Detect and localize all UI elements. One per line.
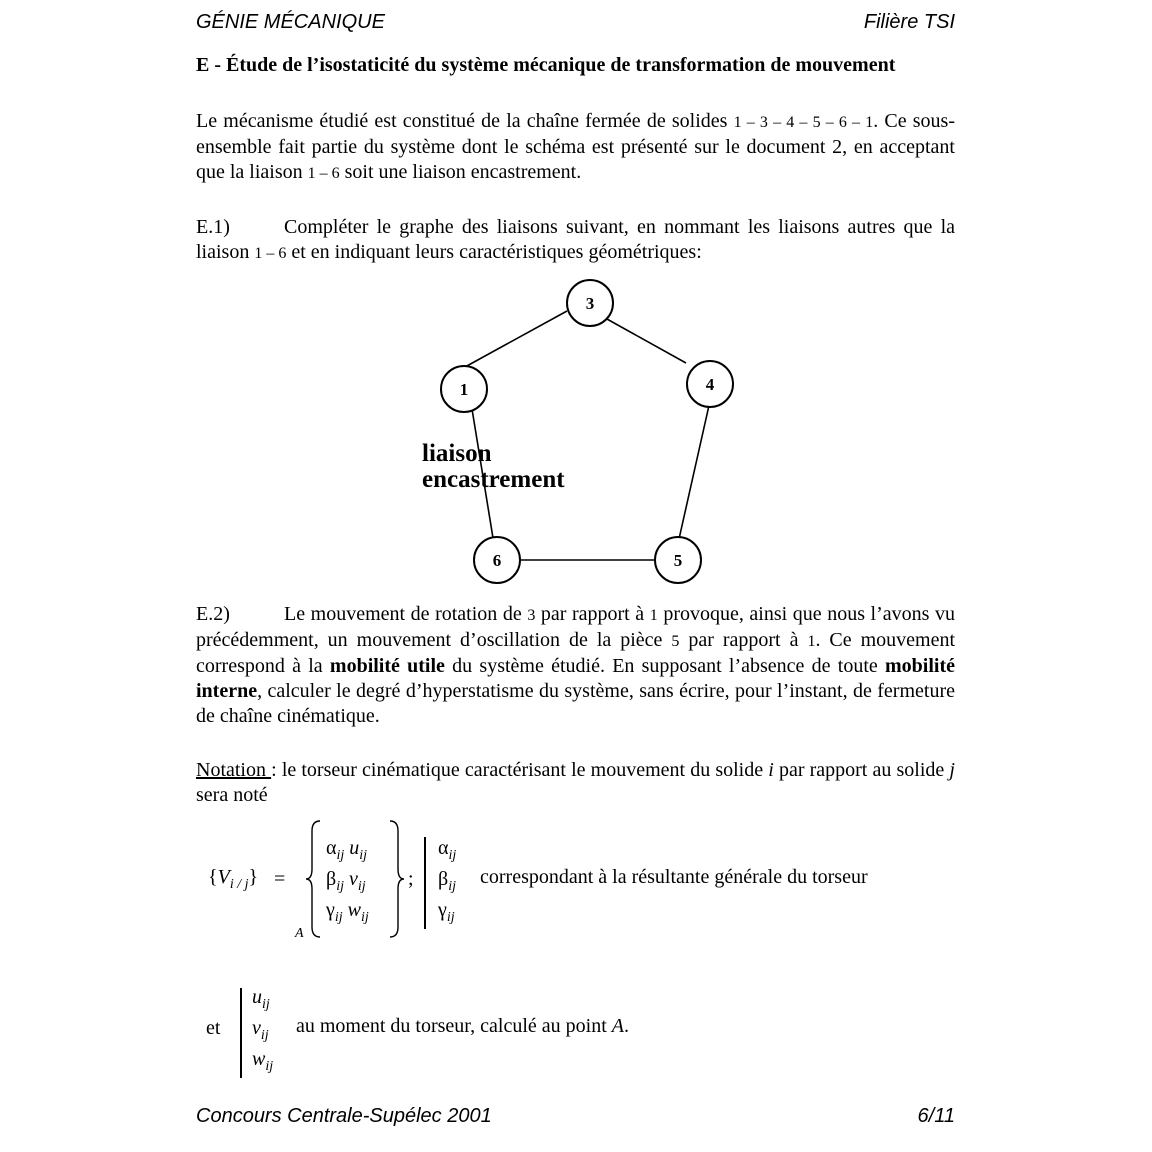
e2-text-6: du système étudié. En supposant l’absence de toute xyxy=(444,655,885,677)
v-sub: ij xyxy=(357,879,366,894)
notation-label: Notation xyxy=(196,759,272,781)
moment-point: A xyxy=(611,1015,624,1037)
v: v xyxy=(348,868,358,890)
r-alpha: α xyxy=(438,837,449,859)
notation-i: i xyxy=(768,759,774,781)
intro-text-2: . Ce sous-ensemble fait partie du système dont le schéma est présenté sur le document 2, en acceptant que la liaison xyxy=(196,110,956,183)
intro-chain: 1 – 3 – 4 – 5 – 6 – 1 xyxy=(733,114,874,131)
encastrement-label-line-1: liaison xyxy=(422,440,492,467)
resultante-alpha xyxy=(438,837,457,863)
formula-separator: ; xyxy=(408,868,414,890)
formula-lhs: $\{V_{i / j}\}$ xyxy=(208,866,259,892)
e2-text-4: par rapport à xyxy=(679,629,808,651)
page-footer xyxy=(196,1105,955,1131)
e2-solid-5: 5 xyxy=(671,633,680,650)
e2-text-1: Le mouvement de rotation de xyxy=(284,603,528,625)
question-e1 xyxy=(196,215,955,266)
m-w-sub: ij xyxy=(265,1059,274,1074)
intro-paragraph xyxy=(196,109,955,186)
r-gamma: γ xyxy=(438,899,447,921)
gamma: γ xyxy=(326,899,335,921)
page xyxy=(196,0,955,1152)
resultante-gamma xyxy=(438,899,455,925)
beta: β xyxy=(326,868,337,890)
moment-formula xyxy=(206,984,806,1080)
intro-link: 1 – 6 xyxy=(307,165,340,182)
resultante-bar xyxy=(424,837,426,929)
e2-text-5: . Ce mouvement correspond à la xyxy=(196,629,956,677)
left-brace xyxy=(304,819,324,939)
e2-mobilite-interne: mobilité interne xyxy=(196,655,955,702)
node-5 xyxy=(655,537,701,583)
moment-text: au moment du torseur, calculé au point xyxy=(296,1015,612,1037)
right-brace xyxy=(386,819,406,939)
svg-text:3: 3 xyxy=(585,294,595,313)
e2-solid-1: 1 xyxy=(649,607,658,624)
m-v-sub: ij xyxy=(260,1028,269,1043)
resultante-text: correspondant à la résultante générale du torseur xyxy=(480,866,868,888)
liaison-graph xyxy=(416,276,736,588)
node-4 xyxy=(687,361,733,407)
alpha: α xyxy=(326,837,337,859)
formula-equals: = xyxy=(274,868,286,890)
r-alpha-sub: ij xyxy=(448,848,457,863)
moment-text-wrap xyxy=(296,1015,629,1038)
r-beta: β xyxy=(438,868,449,890)
intro-text-1: Le mécanisme étudié est constitué de la chaîne fermée de solides xyxy=(196,110,734,132)
e1-text-1: Compléter le graphe des liaisons suivant, en nommant les liaisons autres que la liaison xyxy=(196,216,955,263)
e1-label: E.1) xyxy=(196,216,230,238)
formula-v-sub: i / j xyxy=(229,877,249,892)
notation-paragraph xyxy=(196,758,955,808)
section-title: E - Étude de l’isostaticité du système mécanique de transformation de mouvement xyxy=(196,54,896,76)
m-w: w xyxy=(252,1048,266,1070)
moment-bar xyxy=(240,988,242,1078)
e2-text-2: par rapport à xyxy=(535,603,650,625)
svg-text:6: 6 xyxy=(492,551,502,570)
svg-text:4: 4 xyxy=(705,375,715,394)
notation-text-1: : le torseur cinématique caractérisant le mouvement du solide xyxy=(271,759,769,781)
header-track: Filière TSI xyxy=(863,11,955,33)
e1-link: 1 – 6 xyxy=(254,245,287,262)
e2-mobilite-utile: mobilité utile xyxy=(329,655,445,677)
resultante-beta xyxy=(438,868,456,894)
e2-label: E.2) xyxy=(196,603,230,625)
w-sub: ij xyxy=(360,910,369,925)
torseur-row-2 xyxy=(326,868,366,894)
formula-et: et xyxy=(206,1017,221,1039)
moment-v xyxy=(252,1017,269,1043)
e1-text-2: et en indiquant leurs caractéristiques géométriques: xyxy=(286,241,702,263)
r-beta-sub: ij xyxy=(448,879,456,894)
formula-point-a: A xyxy=(295,926,304,941)
u-sub: ij xyxy=(359,848,368,863)
r-gamma-sub: ij xyxy=(446,910,455,925)
notation-j: j xyxy=(949,759,955,781)
m-v: v xyxy=(252,1017,261,1039)
encastrement-label-line-2: encastrement xyxy=(422,466,565,493)
node-6 xyxy=(474,537,520,583)
question-e2 xyxy=(196,602,955,729)
footer-contest: Concours Centrale-Supélec 2001 xyxy=(196,1105,492,1127)
notation-text-3: sera noté xyxy=(196,784,268,806)
header-subject: GÉNIE MÉCANIQUE xyxy=(196,11,385,33)
torseur-row-3 xyxy=(326,899,369,925)
torseur-row-1 xyxy=(326,837,368,863)
e2-solid-3: 3 xyxy=(527,607,536,624)
e2-text-7: , calculer le degré d’hyperstatisme du système, sans écrire, pour l’instant, de fermeture de chaîne cinématique. xyxy=(196,680,955,727)
m-u: u xyxy=(252,986,262,1008)
torseur-formula xyxy=(208,817,968,947)
edge-1-3 xyxy=(465,311,567,367)
svg-text:1: 1 xyxy=(459,380,469,399)
footer-page-number: 6/11 xyxy=(917,1105,955,1127)
u: u xyxy=(349,837,360,859)
e2-text-3: provoque, ainsi que nous l’avons vu précédemment, un mouvement d’oscillation de la pièce xyxy=(196,603,955,651)
moment-dot: . xyxy=(624,1015,629,1037)
notation-text-2: par rapport au solide xyxy=(773,759,950,781)
intro-text-3: soit une liaison encastrement. xyxy=(339,161,582,183)
w: w xyxy=(347,899,361,921)
formula-v: V xyxy=(217,866,230,888)
page-header xyxy=(196,11,955,37)
moment-u xyxy=(252,986,270,1012)
edge-4-5 xyxy=(679,401,710,539)
gamma-sub: ij xyxy=(334,910,343,925)
encastrement-label xyxy=(422,441,565,493)
alpha-sub: ij xyxy=(336,848,345,863)
beta-sub: ij xyxy=(336,879,344,894)
e2-solid-1b: 1 xyxy=(807,633,816,650)
m-u-sub: ij xyxy=(262,997,270,1012)
svg-text:5: 5 xyxy=(673,551,683,570)
moment-w xyxy=(252,1048,274,1074)
node-3 xyxy=(567,280,613,326)
node-1 xyxy=(441,366,487,412)
